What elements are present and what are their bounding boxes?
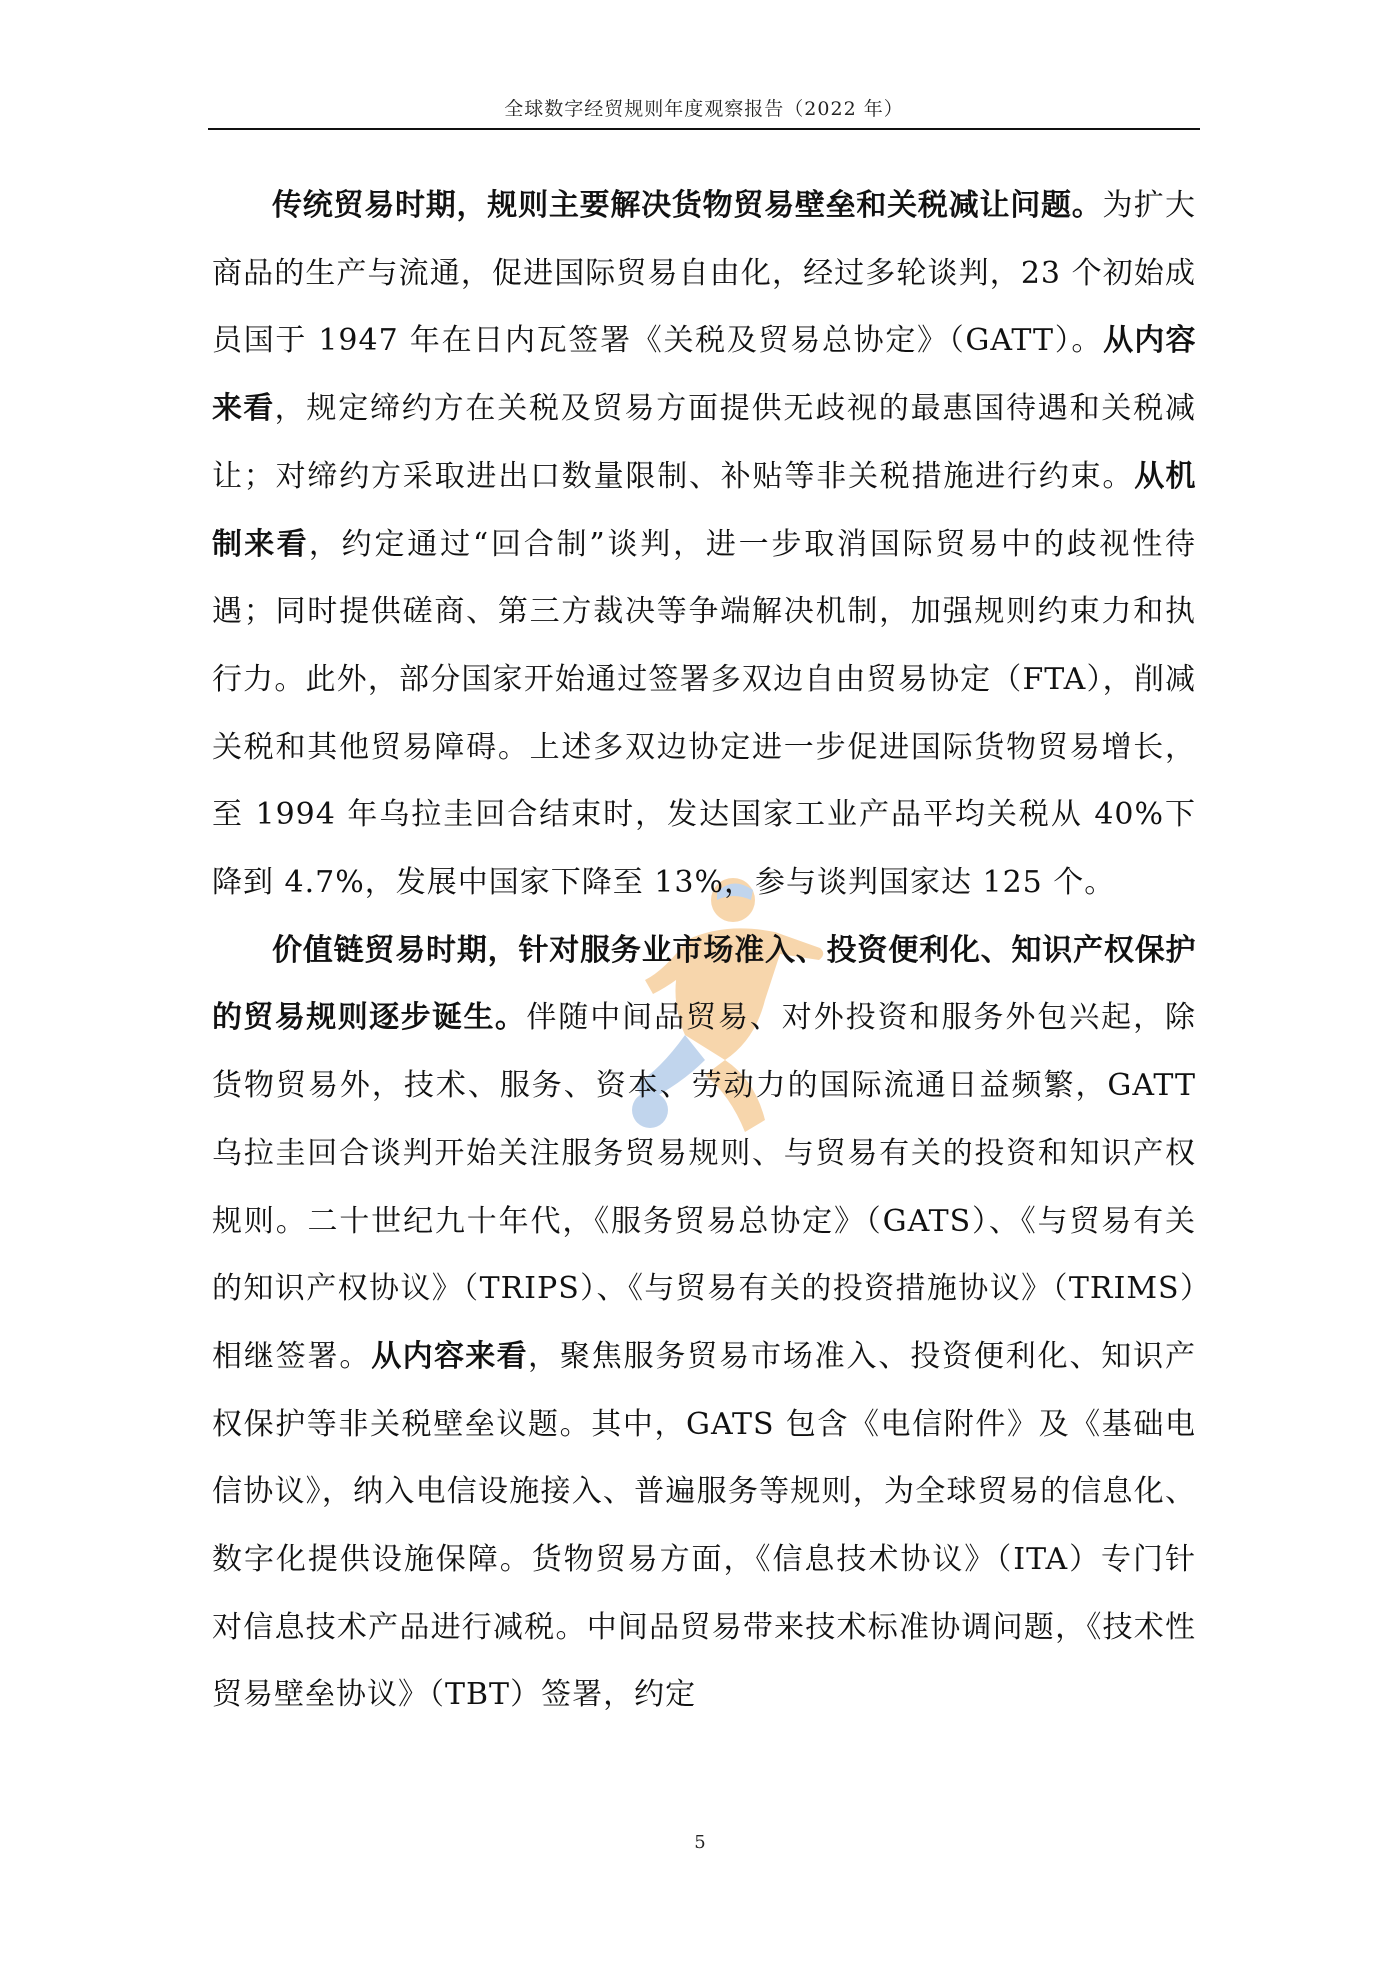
keyword-bold: 从内容来看	[212, 323, 1196, 427]
paragraph-lead-bold: 价值链贸易时期，针对服务业市场准入、投资便利化、知识产权保护的贸易规则逐步诞生。	[212, 932, 1196, 1036]
paragraph-text: ，规定缔约方在关税及贸易方面提供无歧视的最惠国待遇和关税减让；对缔约方采取进出口数量限制、补贴等非关税措施进行约束。	[212, 391, 1197, 494]
header-divider	[208, 128, 1200, 130]
paragraph-lead-bold: 传统贸易时期，规则主要解决货物贸易壁垒和关税减让问题。	[272, 188, 1103, 223]
paragraph-value-chain-trade	[212, 917, 1196, 1729]
paragraph-text: 为扩大商品的生产与流通，促进国际贸易自由化，经过多轮谈判，23 个初始成员国于 1947 年在日内瓦签署《关税及贸易总协定》（GATT）。	[212, 188, 1197, 359]
paragraph-text: ，聚焦服务贸易市场准入、投资便利化、知识产权保护等非关税壁垒议题。其中，GATS 包含《电信附件》及《基础电信协议》，纳入电信设施接入、普遍服务等规则，为全球贸易的信息化、数字化提供设施保障。货物贸易方面，《信息技术协议》（ITA）专门针对信息技术产品进行减税。中间品贸易带来技术标准协调问题，《技术性贸易壁垒协议》（TBT）签署，约定	[212, 1338, 1196, 1713]
paragraph-traditional-trade	[212, 172, 1196, 917]
page-number: 5	[694, 1832, 706, 1853]
keyword-bold: 从机制来看	[212, 458, 1197, 562]
page-header-title: 全球数字经贸规则年度观察报告（2022 年）	[504, 98, 904, 120]
paragraph-text: 伴随中间品贸易、对外投资和服务外包兴起，除货物贸易外，技术、服务、资本、劳动力的国际流通日益频繁，GATT 乌拉圭回合谈判开始关注服务贸易规则、与贸易有关的投资和知识产权规则。二十世纪九十年代，《服务贸易总协定》（GATS）、《与贸易有关的知识产权协议》（TRIPS）、《与贸易有关的投资措施协议》（TRIMS）相继签署。	[212, 1000, 1197, 1374]
paragraph-text: ，约定通过“回合制”谈判，进一步取消国际贸易中的歧视性待遇；同时提供磋商、第三方裁决等争端解决机制，加强规则约束力和执行力。此外，部分国家开始通过签署多双边自由贸易协定（FTA），削减关税和其他贸易障碍。上述多双边协定进一步促进国际货物贸易增长，至 1994 年乌拉圭回合结束时，发达国家工业产品平均关税从 40%下降到 4.7%，发展中国家下降至 13%，参与谈判国家达 125 个。	[212, 526, 1196, 901]
keyword-bold: 从内容来看	[371, 1338, 528, 1374]
body-text	[212, 172, 1196, 1729]
